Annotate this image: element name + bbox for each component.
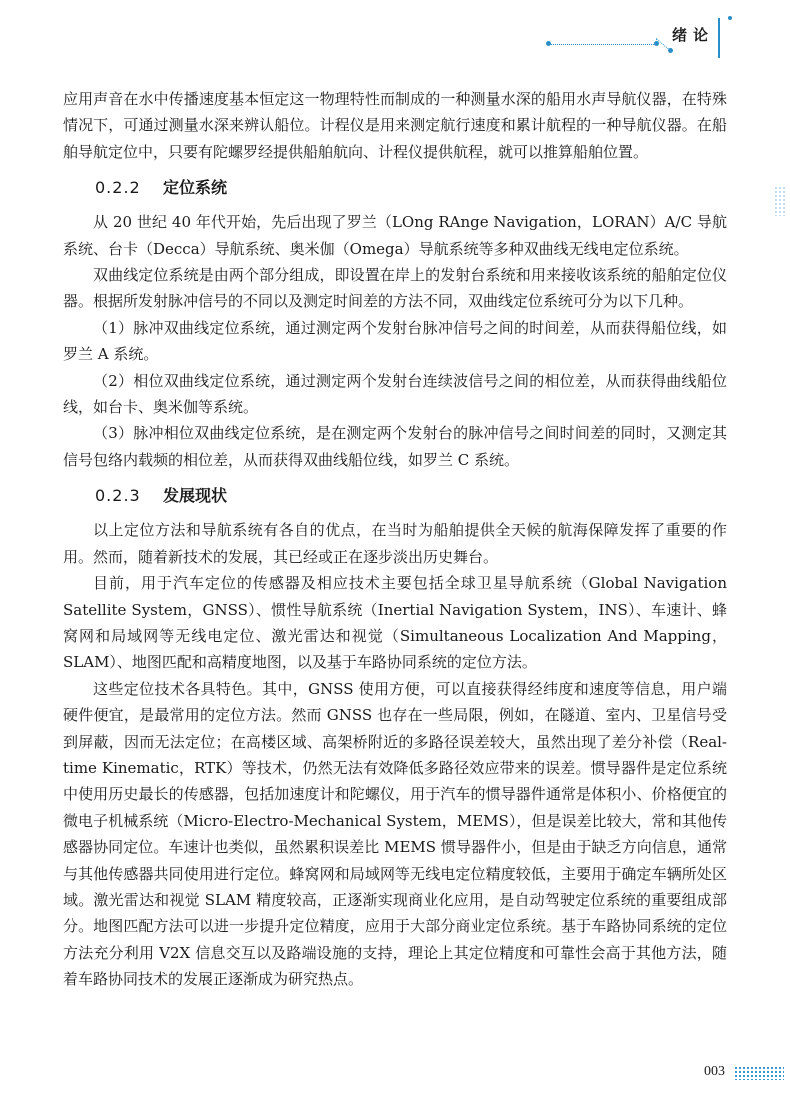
paragraph: 双曲线定位系统是由两个部分组成，即设置在岸上的发射台系统和用来接收该系统的船舶定位仪器。根据所发射脉冲信号的不同以及测定时间差的方法不同，双曲线定位系统可分为以下几种。	[63, 266, 727, 311]
section-number: 0.2.2	[95, 178, 141, 198]
section-number: 0.2.3	[95, 486, 141, 506]
header-vertical-bar	[718, 18, 720, 58]
section-heading-0-2-3	[63, 473, 727, 517]
intro-paragraph: 应用声音在水中传播速度基本恒定这一物理特性而制成的一种测量水深的船用水声导航仪器，在特殊情况下，可通过测量水深来辨认船位。计程仪是用来测定航行速度和累计航程的一种导航仪器。在船舶导航定位中，只要有陀螺罗经提供船舶航向、计程仪提供航程，就可以推算船舶位置。	[63, 90, 727, 161]
paragraph: 以上定位方法和导航系统有各自的优点，在当时为船舶提供全天候的航海保障发挥了重要的作用。然而，随着新技术的发展，其已经或正在逐步淡出历史舞台。	[63, 521, 727, 566]
header-dot-right	[668, 48, 673, 53]
paragraph: 这些定位技术各具特色。其中，GNSS 使用方便，可以直接获得经纬度和速度等信息，用户端硬件便宜，是最常用的定位方法。然而 GNSS 也存在一些局限，例如，在隧道、室内、卫星信号受到屏蔽，因而无法定位；在高楼区域、高架桥附近的多路径误差较大，虽然出现了差分补偿（Real-time Kinematic，RTK）等技术，仍然无法有效降低多路径效应带来的误差。惯导器件是定位系统中使用历史最长的传感器，包括加速度计和陀螺仪，用于汽车的惯导器件通常是体积小、价格便宜的微电子机械系统（Micro-Electro-Mechanical System，MEMS），但是误差比较大，常和其他传感器协同定位。车速计也类似，虽然累积误差比 MEMS 惯导器件小，但是由于缺乏方向信息，通常与其他传感器共同使用进行定位。蜂窝网和局域网等无线电定位精度较低，主要用于确定车辆所处区域。激光雷达和视觉 SLAM 精度较高，正逐渐实现商业化应用，是自动驾驶定位系统的重要组成部分。地图匹配方法可以进一步提升定位精度，应用于大部分商业定位系统。基于车路协同系统的定位方法充分利用 V2X 信息交互以及路端设施的支持，理论上其定位精度和可靠性会高于其他方法，随着车路协同技术的发展正逐渐成为研究热点。	[63, 679, 727, 989]
header-dot-left	[546, 41, 551, 46]
paragraph: 目前，用于汽车定位的传感器及相应技术主要包括全球卫星导航系统（Global Navigation Satellite System，GNSS）、惯性导航系统（Inertial Navigation System，INS）、车速计、蜂窝网和局域网等无线电定位、激光雷达和视觉（Simultaneous Localization And Mapping，SLAM）、地图匹配和高精度地图，以及基于车路协同系统的定位方法。	[63, 574, 727, 672]
section-heading-0-2-2	[63, 165, 727, 209]
page-edge-mark	[774, 186, 786, 216]
page-number: 003	[704, 1064, 725, 1079]
chapter-title: 绪论	[672, 26, 715, 44]
header-corner-dot	[728, 16, 732, 20]
header-rule	[548, 44, 656, 45]
list-item-2: （2）相位双曲线定位系统，通过测定两个发射台连续波信号之间的相位差，从而获得曲线船位线，如台卡、奥米伽等系统。	[63, 371, 727, 417]
list-item-1: （1）脉冲双曲线定位系统，通过测定两个发射台脉冲信号之间的时间差，从而获得船位线，如罗兰 A 系统。	[63, 318, 727, 364]
footer-dot-pattern	[734, 1066, 784, 1080]
section-title: 定位系统	[163, 178, 228, 198]
list-item-3: （3）脉冲相位双曲线定位系统，是在测定两个发射台的脉冲信号之间时间差的同时，又测定其信号包络内载频的相位差，从而获得双曲线船位线，如罗兰 C 系统。	[63, 424, 727, 469]
paragraph: 从 20 世纪 40 年代开始，先后出现了罗兰（LOng RAnge Navigation，LORAN）A/C 导航系统、台卡（Decca）导航系统、奥米伽（Omega）导航系统等多种双曲线无线电定位系统。	[63, 213, 727, 258]
section-title: 发展现状	[163, 486, 228, 506]
page-body	[63, 86, 727, 993]
